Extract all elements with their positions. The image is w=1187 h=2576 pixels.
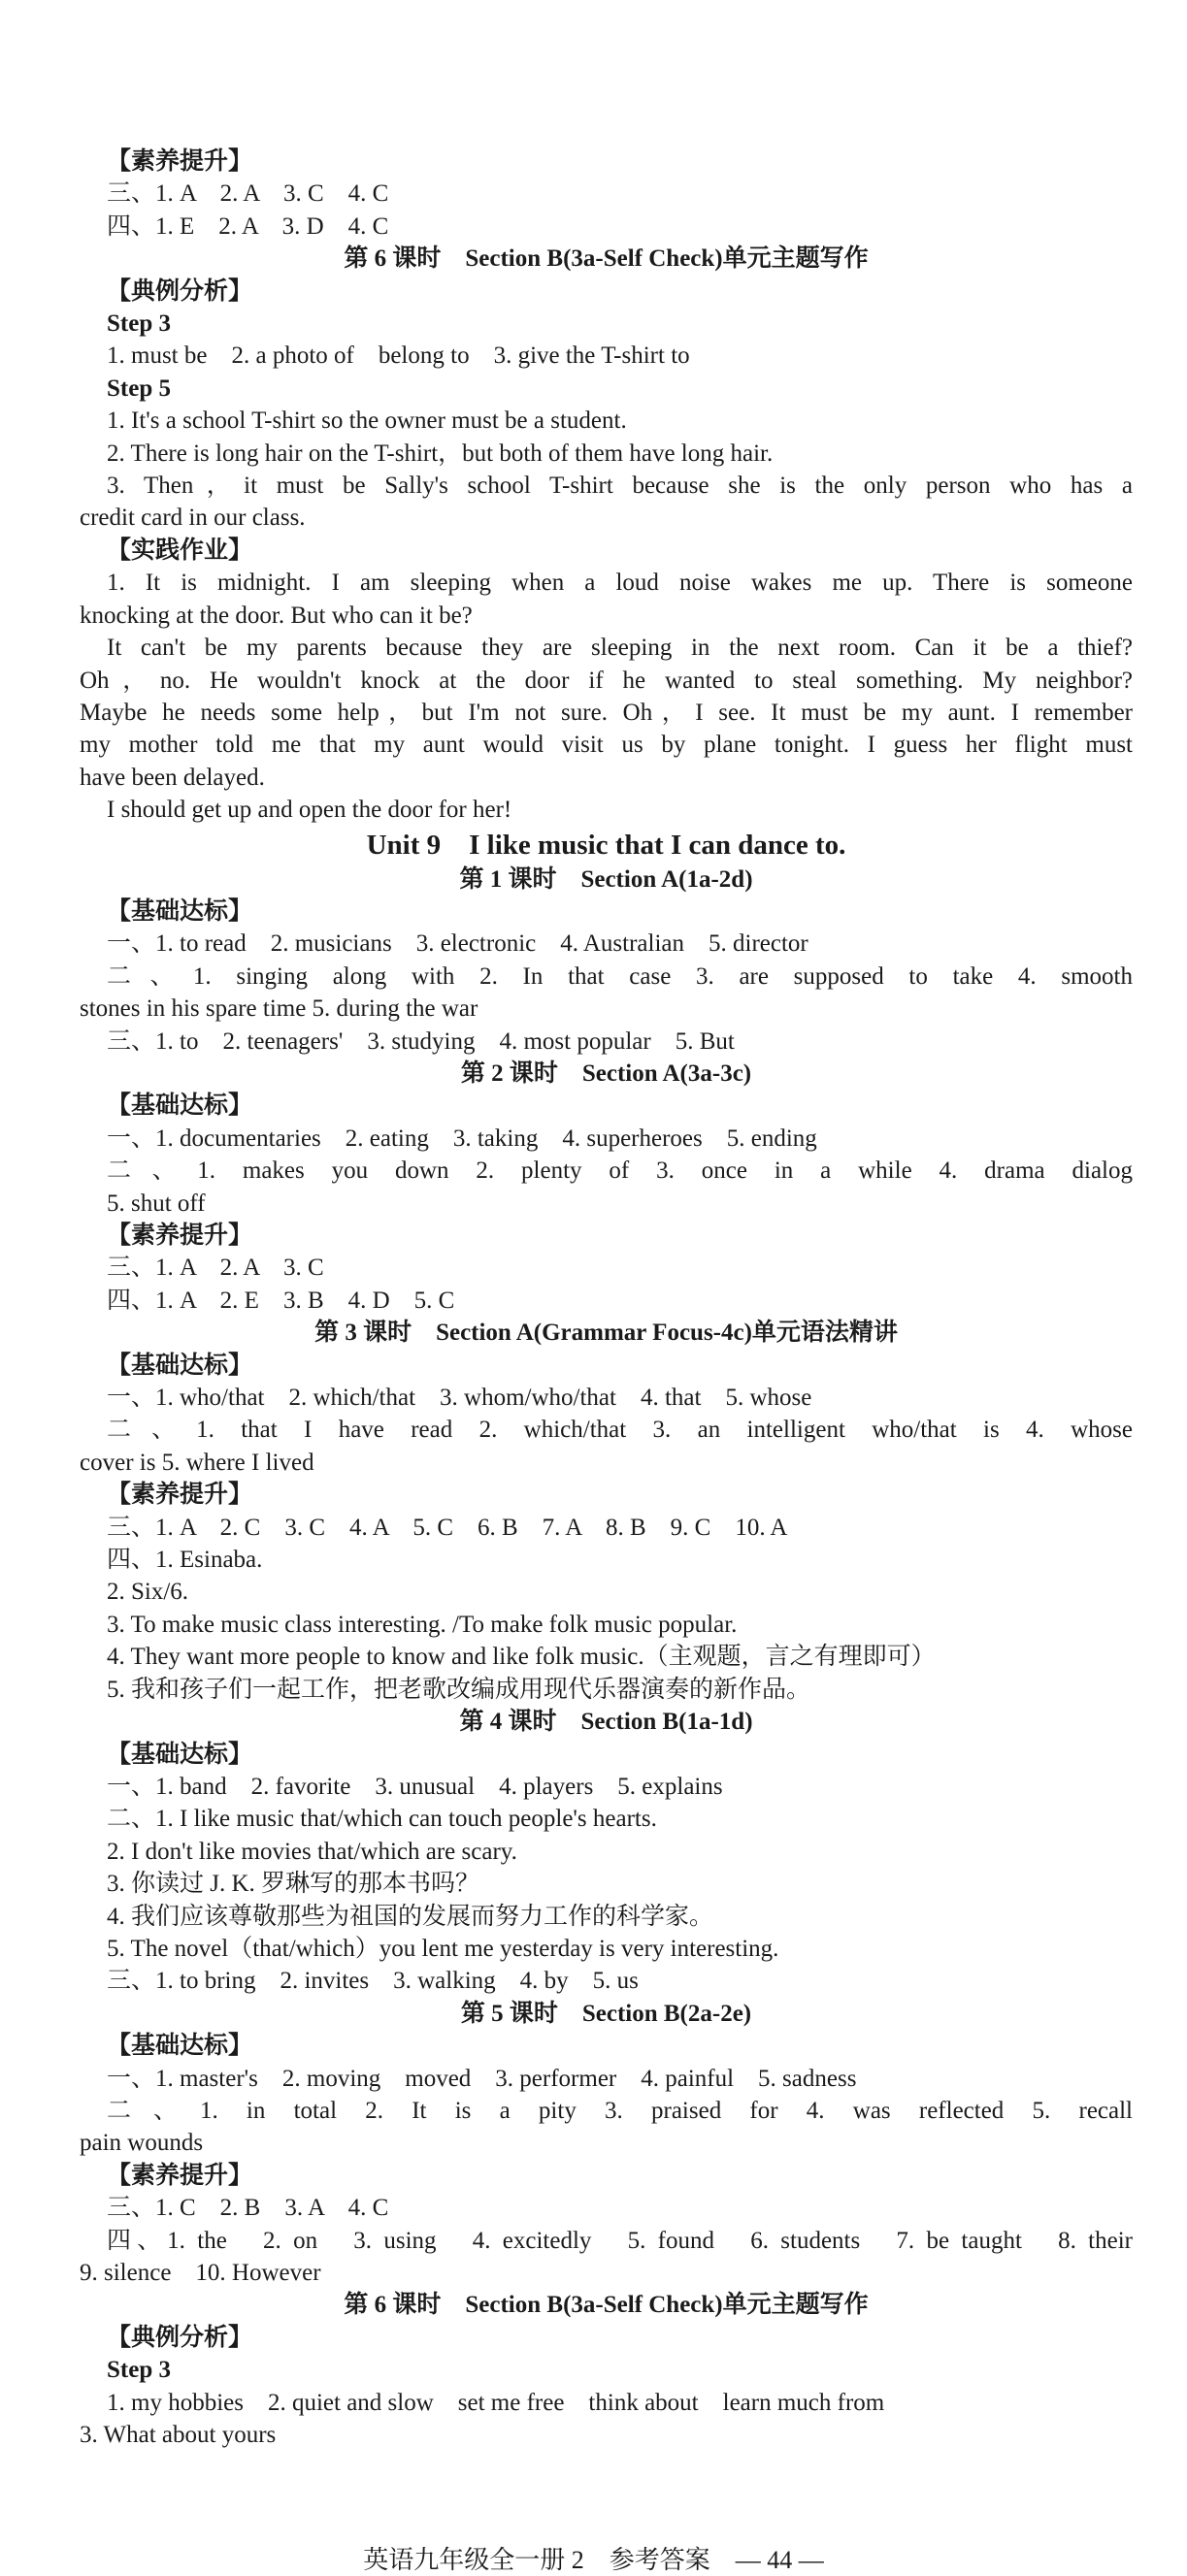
essay-line: It can't be my parents because they are sleeping in the next room. Can it be a thief? [107,635,1133,662]
answer-line: 1. my hobbies 2. quiet and slow set me free think about learn much from [107,2389,885,2416]
answer-line: 4. 我们应该尊敬那些为祖国的发展而努力工作的科学家。 [107,1903,714,1930]
step-heading: Step 3 [107,310,171,338]
section-heading: 【基础达标】 [107,1092,253,1120]
answer-line: 三、1. to bring 2. invites 3. walking 4. by 5. us [107,1968,639,1995]
section-heading: 【基础达标】 [107,897,253,925]
lesson-title: 第 6 课时 Section B(3a-Self Check)单元主题写作 [344,245,869,273]
answer-line: stones in his spare time 5. during the war [80,995,478,1023]
answer-line: 一、1. master's 2. moving moved 3. performer 4. painful 5. sadness [107,2065,857,2092]
answer-line: 三、1. to 2. teenagers' 3. studying 4. most popular 5. But [107,1027,735,1055]
section-heading: 【典例分析】 [107,2324,253,2351]
answer-line: 3. What about yours [80,2422,277,2449]
answer-line: 3. 你读过 J. K. 罗琳写的那本书吗？ [107,1871,480,1898]
lesson-title: 第 4 课时 Section B(1a-1d) [459,1709,753,1736]
answer-line: 三、1. A 2. A 3. C [107,1255,324,1282]
answer-line: 4. They want more people to know and like folk music.（主观题，言之有理即可） [107,1644,936,1671]
section-heading: 【基础达标】 [107,1352,253,1379]
essay-line: 1. It is midnight. I am sleeping when a loud noise wakes me up. There is someone [107,570,1133,597]
answer-line: 1. It's a school T-shirt so the owner must be a student. [107,408,627,435]
section-heading: 【素养提升】 [107,2162,253,2189]
answer-line: 3. To make music class interesting. /To make folk music popular. [107,1611,738,1638]
answer-line: 一、1. who/that 2. which/that 3. whom/who/that 4. that 5. whose [107,1385,812,1412]
lesson-title: 第 5 课时 Section B(2a-2e) [460,2000,752,2027]
answer-line: 1. must be 2. a photo of belong to 3. give the T-shirt to [107,342,690,370]
essay-line: knocking at the door. But who can it be? [80,602,473,629]
answer-line: 5. shut off [107,1190,206,1217]
essay-line: Maybe he needs some help，but I'm not sure. Oh，I see. It must be my aunt. I remember [80,699,1133,726]
answer-line: 5. 我和孩子们一起工作，把老歌改编成用现代乐器演奏的新作品。 [107,1676,811,1703]
answer-line: 四、1. Esinaba. [107,1547,263,1574]
answer-line: 三、1. C 2. B 3. A 4. C [107,2195,389,2222]
essay-line: have been delayed. [80,764,265,791]
answer-line: 二、1. I like music that/which can touch people's hearts. [107,1806,657,1833]
section-heading: 【素养提升】 [107,1223,253,1249]
answer-line: 四、1. the 2. on 3. using 4. excitedly 5. found 6. students 7. be taught 8. their [107,2227,1133,2254]
section-heading: 【基础达标】 [107,2033,253,2060]
answer-line: 9. silence 10. However [80,2260,321,2286]
step-heading: Step 3 [107,2357,171,2384]
section-heading: 【实践作业】 [107,537,253,564]
answer-line: 一、1. band 2. favorite 3. unusual 4. players 5. explains [107,1773,723,1800]
lesson-title: 第 2 课时 Section A(3a-3c) [460,1060,752,1087]
lesson-title: 第 1 课时 Section A(1a-2d) [459,865,753,893]
answer-line: 一、1. documentaries 2. eating 3. taking 4. superheroes 5. ending [107,1125,817,1152]
answer-line: 3. Then，it must be Sally's school T-shirt because she is the only person who has a [107,473,1133,500]
section-heading: 【典例分析】 [107,277,253,305]
answer-line: 2. I don't like movies that/which are scary. [107,1838,517,1865]
page-footer: 英语九年级全一册 2 参考答案 — 44 — [363,2546,824,2574]
section-heading: 【素养提升】 [107,148,253,175]
answer-line: credit card in our class. [80,505,306,532]
section-heading: 【素养提升】 [107,1482,253,1509]
essay-line: Oh，no. He wouldn't knock at the door if he wanted to steal something. My neighbor? [80,667,1133,694]
answer-line: 2. Six/6. [107,1579,189,1606]
answer-line: 5. The novel（that/which）you lent me yesterday is very interesting. [107,1935,779,1962]
step-heading: Step 5 [107,375,171,402]
unit-title: Unit 9 I like music that I can dance to. [366,829,846,861]
answer-line: cover is 5. where I lived [80,1449,314,1476]
answer-line: 二、1. singing along with 2. In that case 3. are supposed to take 4. smooth [107,962,1133,990]
answer-line: 二、1. makes you down 2. plenty of 3. once in a while 4. drama dialog [107,1158,1133,1185]
essay-line: my mother told me that my aunt would visit us by plane tonight. I guess her flight must [80,732,1133,759]
section-heading: 【基础达标】 [107,1741,253,1768]
answer-line: 四、1. E 2. A 3. D 4. C [107,212,389,240]
lesson-title: 第 6 课时 Section B(3a-Self Check)单元主题写作 [344,2292,869,2319]
answer-line: 2. There is long hair on the T-shirt，but both of them have long hair. [107,440,774,467]
answer-line: 三、1. A 2. C 3. C 4. A 5. C 6. B 7. A 8. B 9. C 10. A [107,1514,788,1541]
page-content [80,146,1133,2451]
answer-line: 二、1. in total 2. It is a pity 3. praised for 4. was reflected 5. recall [107,2097,1133,2124]
answer-line: 一、1. to read 2. musicians 3. electronic 4. Australian 5. director [107,930,808,958]
answer-line: pain wounds [80,2130,204,2157]
lesson-title: 第 3 课时 Section A(Grammar Focus-4c)单元语法精讲 [314,1320,898,1347]
answer-line: 三、1. A 2. A 3. C 4. C [107,180,389,208]
answer-line: 二、1. that I have read 2. which/that 3. an intelligent who/that is 4. whose [107,1417,1133,1444]
answer-line: 四、1. A 2. E 3. B 4. D 5. C [107,1287,455,1314]
essay-line: I should get up and open the door for her! [107,797,512,824]
